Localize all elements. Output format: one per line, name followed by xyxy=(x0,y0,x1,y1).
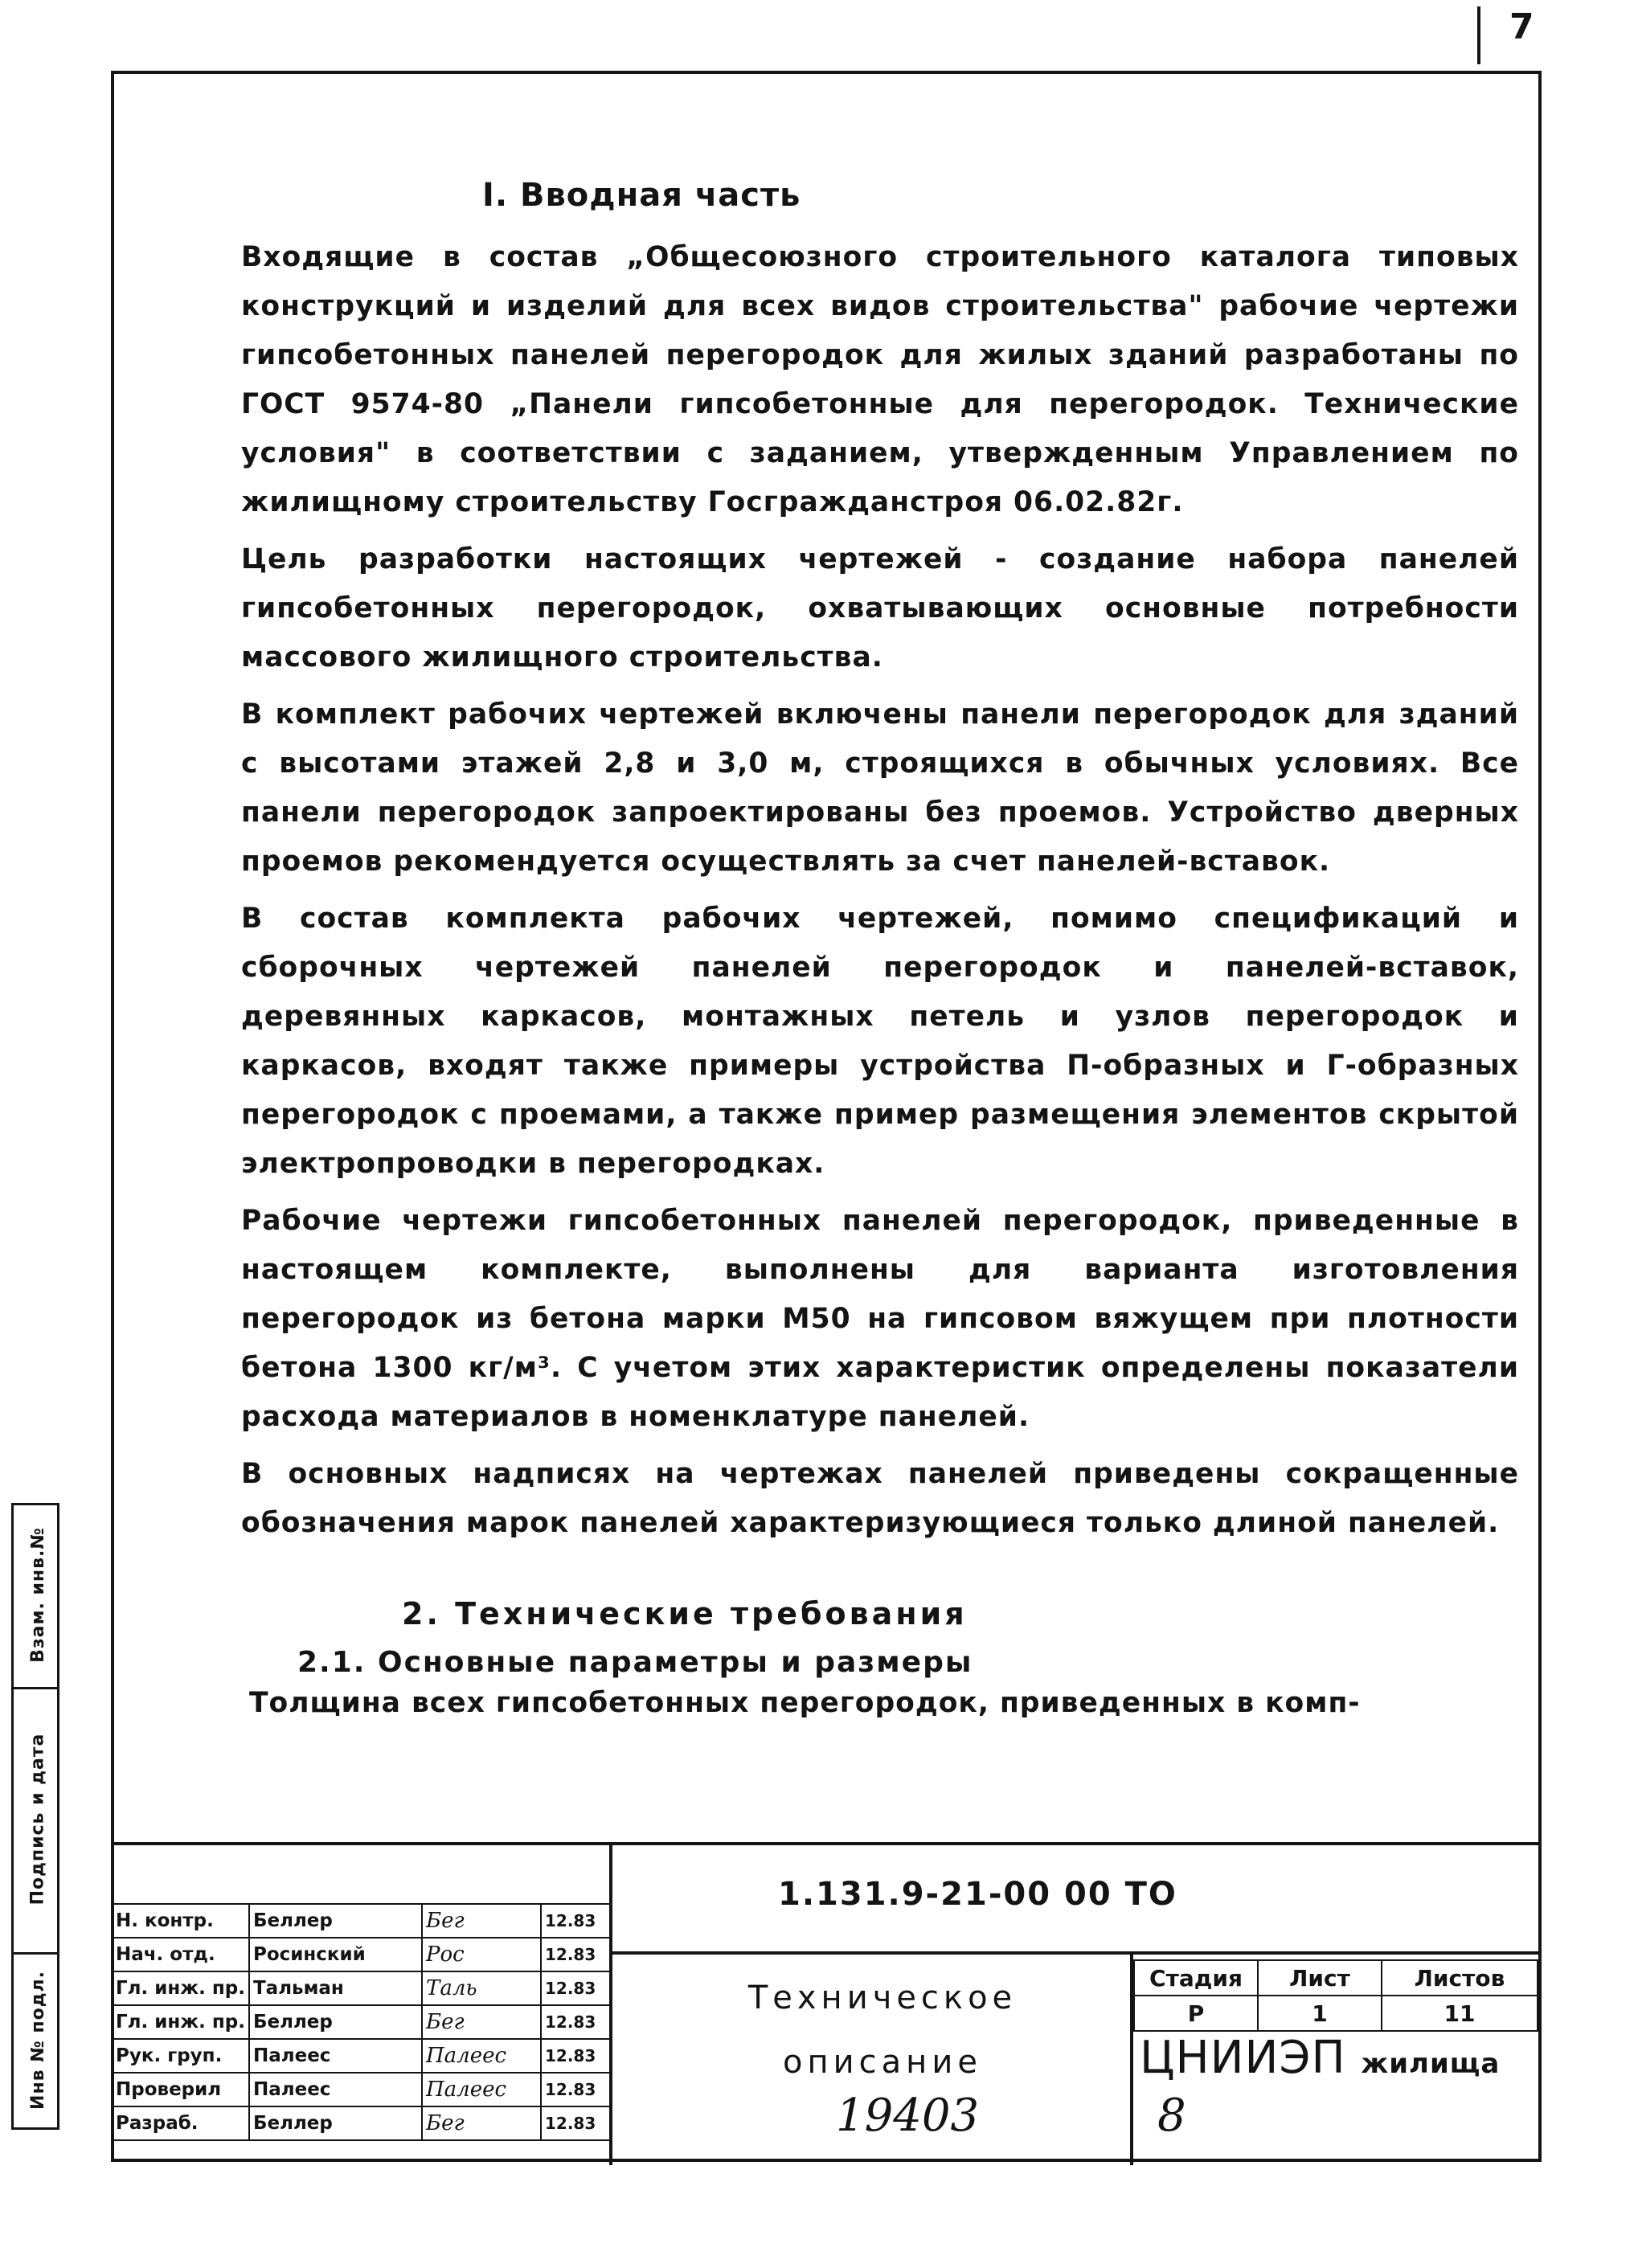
document-body xyxy=(241,177,1519,1719)
signature-row: Н. контр. Беллер Бег 12.83 xyxy=(112,1904,612,1938)
sheet-header: Лист xyxy=(1258,1960,1382,1996)
sheets-value: 11 xyxy=(1382,1996,1538,2031)
intro-heading: I. Вводная часть xyxy=(482,177,801,214)
section-2-heading: 2. Технические требования xyxy=(402,1596,968,1631)
sheet-number: 7 xyxy=(1509,6,1534,47)
sheets-header: Листов xyxy=(1382,1960,1538,1996)
intro-paragraph: Рабочие чертежи гипсобетонных панелей перегородок, приведенные в настоящем комплекте, выполнены для варианта изготовления перегородок из бетона марки М50 на гипсовом вяжущем при плотности бетона 1300 кг/м³. С учетом этих характеристик определены показатели расхода материалов в номенклатуре панелей. xyxy=(241,1205,1519,1433)
signature-mark: Палеес xyxy=(422,2073,541,2106)
signature-row: Нач. отд. Росинский Рос 12.83 xyxy=(112,1938,612,1971)
title-block xyxy=(111,1842,1542,2165)
signature-row: Разраб. Беллер Бег 12.83 xyxy=(112,2106,612,2140)
stage-table xyxy=(1133,1959,1538,2032)
stage-value: Р xyxy=(1134,1996,1258,2031)
sheet-number-divider xyxy=(1477,6,1480,64)
side-label-signature-date: Подпись и дата xyxy=(27,1733,48,1905)
document-title xyxy=(682,1966,1083,2094)
document-code: 1.131.9-21-00 00 ТО xyxy=(778,1876,1177,1913)
signature-row: Гл. инж. пр. Тальман Таль 12.83 xyxy=(112,1971,612,2005)
signature-mark: Рос xyxy=(422,1938,541,1971)
page-number: 8 xyxy=(1157,2090,1186,2142)
signature-mark: Бег xyxy=(422,2005,541,2039)
section-2-1-heading: 2.1. Основные параметры и размеры xyxy=(297,1646,973,1679)
signature-mark: Таль xyxy=(422,1971,541,2005)
sheet-value: 1 xyxy=(1258,1996,1382,2031)
organization-suffix: жилища xyxy=(1361,2048,1501,2080)
intro-paragraph: Цель разработки настоящих чертежей - создание набора панелей гипсобетонных перегородок, охватывающих основные потребности массового жилищного строительства. xyxy=(241,543,1519,673)
intro-paragraph: В комплект рабочих чертежей включены панели перегородок для зданий с высотами этажей 2,8 и 3,0 м, строящихся в обычных условиях. Все панели перегородок запроектированы без проемов. Устройство дверных проемов рекомендуется осуществлять за счет панелей-вставок. xyxy=(241,698,1519,878)
inventory-number: 19403 xyxy=(836,2090,980,2142)
signature-row: Рук. груп. Палеес Палеес 12.83 xyxy=(112,2039,612,2073)
intro-paragraph: В состав комплекта рабочих чертежей, помимо спецификаций и сборочных чертежей панелей перегородок и панелей-вставок, деревянных каркасов, монтажных петель и узлов перегородок и каркасов, входят также примеры устройства П-образных и Г-образных перегородок с проемами, а также пример размещения элементов скрытой электропроводки в перегородках. xyxy=(241,903,1519,1180)
title-block-divider xyxy=(609,1845,612,2165)
document-title-line: Техническое xyxy=(747,1979,1018,2016)
signature-row: Проверил Палеес Палеес 12.83 xyxy=(112,2073,612,2106)
stage-header: Стадия xyxy=(1134,1960,1258,1996)
document-title-line: описание xyxy=(783,2044,982,2081)
signature-mark: Бег xyxy=(422,2106,541,2140)
title-block-divider xyxy=(609,1951,1542,1955)
signature-row: Гл. инж. пр. Беллер Бег 12.83 xyxy=(112,2005,612,2039)
signature-mark: Палеес xyxy=(422,2039,541,2073)
organization-name: ЦНИИЭП жилища xyxy=(1140,2032,1501,2084)
side-divider xyxy=(14,1952,57,1955)
side-divider xyxy=(14,1687,57,1689)
side-label-replacement-inventory: Взам. инв.№ xyxy=(27,1526,48,1663)
intro-paragraph: Входящие в состав „Общесоюзного строительного каталога типовых конструкций и изделий для всех видов строительства" рабочие чертежи гипсобетонных панелей перегородок для жилых зданий разработаны по ГОСТ 9574-80 „Панели гипсобетонные для перегородок. Технические условия" в соответствии с заданием, утвержденным Управлением по жилищному строительству Госгражданстроя 06.02.82г. xyxy=(241,241,1519,518)
signature-table xyxy=(111,1903,612,2141)
signature-mark: Бег xyxy=(422,1904,541,1938)
side-stamp-strip xyxy=(11,1503,59,2130)
side-label-inventory: Инв № подл. xyxy=(27,1970,48,2110)
intro-paragraph: В основных надписях на чертежах панелей приведены сокращенные обозначения марок панелей характеризующиеся только длиной панелей. xyxy=(241,1458,1519,1539)
continuation-line: Толщина всех гипсобетонных перегородок, приведенных в комп- xyxy=(249,1687,1361,1719)
